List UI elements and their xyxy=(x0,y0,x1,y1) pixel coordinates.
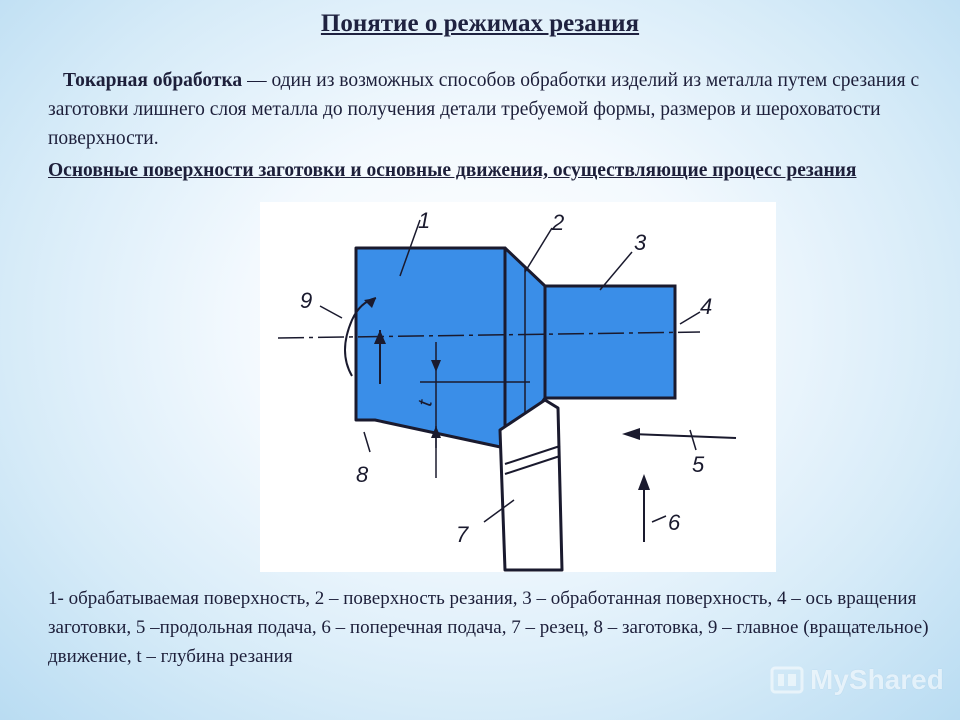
label-3: 3 xyxy=(634,230,647,255)
slide-title: Понятие о режимах резания xyxy=(320,10,640,37)
intro-lead-term: Токарная обработка xyxy=(63,70,243,91)
label-7: 7 xyxy=(456,522,469,547)
label-9: 9 xyxy=(300,288,313,313)
cutting-tool xyxy=(500,400,562,570)
label-1: 1 xyxy=(418,208,431,233)
watermark-logo-icon xyxy=(770,662,806,698)
watermark xyxy=(770,662,950,702)
workpiece-body xyxy=(356,248,505,448)
label-2: 2 xyxy=(552,210,565,235)
turning-diagram xyxy=(260,202,776,572)
label-6: 6 xyxy=(668,510,681,535)
intro-paragraph xyxy=(48,66,928,153)
label-t: t xyxy=(414,398,437,408)
label-5: 5 xyxy=(692,452,705,477)
diagram-legend: 1- обрабатываемая поверхность, 2 – поверхность резания, 3 – обработанная поверхность, 4 – ось вращения заготовки, 5 –продольная подача, 6 – поперечная подача, 7 – резец, 8 – заготовка, 9 – главное (вращательное) движение, t – глубина резания xyxy=(48,588,929,667)
label-8: 8 xyxy=(356,462,369,487)
label-4: 4 xyxy=(700,294,713,319)
section-subheading: Основные поверхности заготовки и основные движения, осуществляющие процесс резания xyxy=(48,160,857,181)
watermark-text: MyShared xyxy=(810,664,944,695)
machined-surface xyxy=(545,286,675,398)
intro-text: — один из возможных способов обработки изделий из металла путем срезания с заготовки лишнего слоя металла до получения детали требуемой формы, размеров и шероховатости поверхности. xyxy=(48,70,920,149)
